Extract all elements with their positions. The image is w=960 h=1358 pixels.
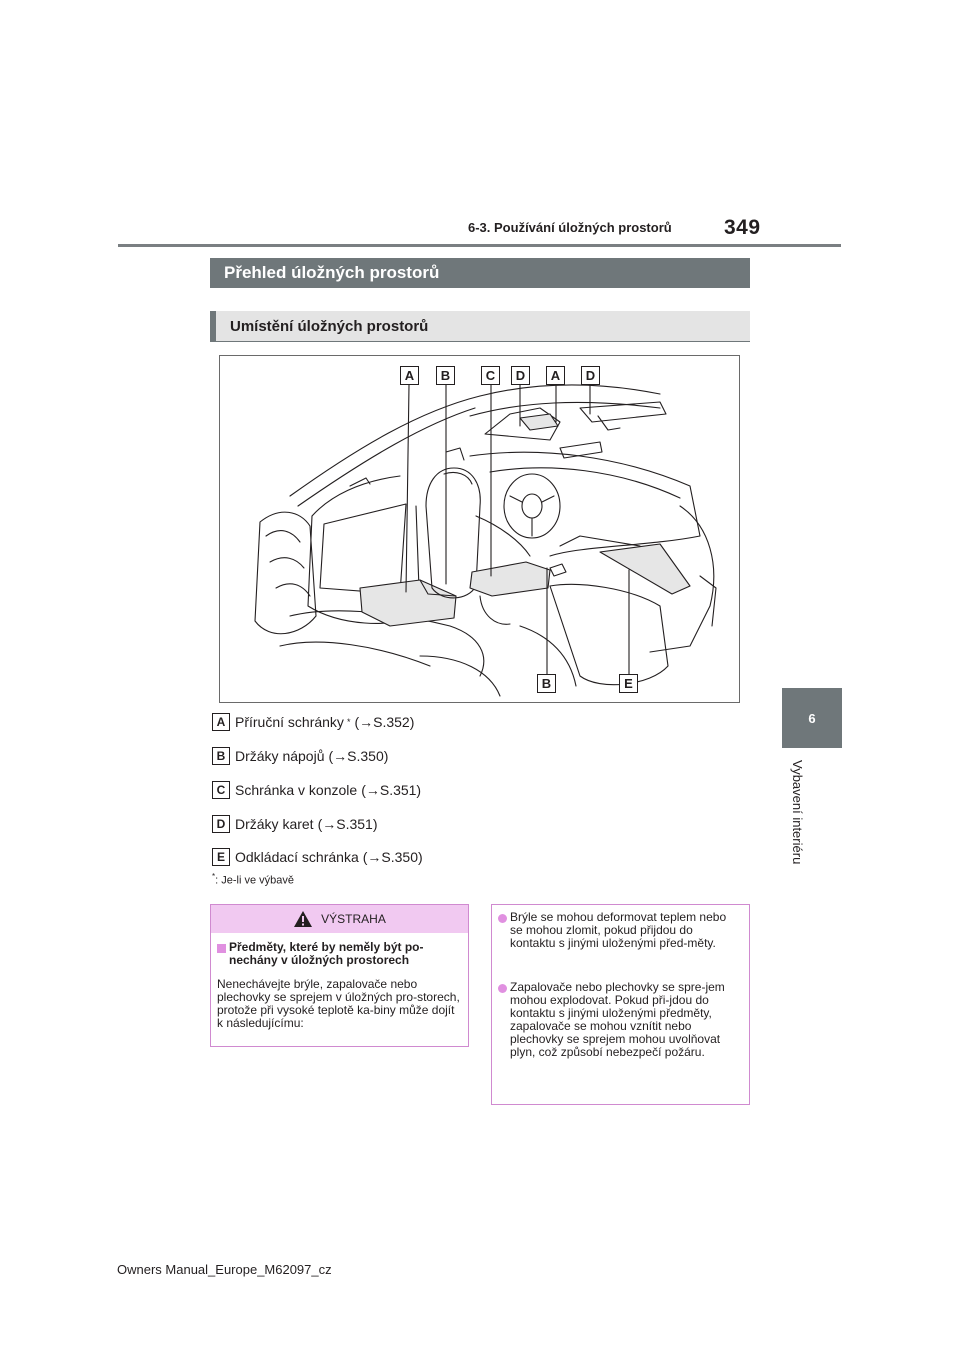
legend-item-d [212,813,378,835]
page-number: 349 [724,216,761,239]
callout-d-cardholder-2: D [581,366,600,385]
callout-e-tray: E [619,674,638,693]
warning-continuation-box [491,904,750,1105]
section-title: 6-3. Používání úložných prostorů [468,220,672,235]
legend-text: Odkládací schránka [235,849,359,865]
callout-d-cardholder: D [511,366,530,385]
warning-subheading: Předměty, které by neměly být po-nechány v úložných prostorech [229,940,424,967]
sub-heading [210,311,750,342]
legend-letter: B [212,747,230,765]
legend-text: Příruční schránky [235,714,344,730]
warning-triangle-icon [293,910,313,928]
warning-bullet-1: Brýle se mohou deformovat teplem nebo se mohou zlomit, pokud přijdou do kontaktu s jinými uloženými před-měty. [510,910,727,950]
footnote-star: * [212,872,216,881]
legend-ref: (→S.350) [362,849,423,865]
callout-b-cupholder: B [436,366,455,385]
legend-item-e [212,846,423,868]
legend-text: Schránka v konzole [235,782,358,798]
legend-item-c [212,779,421,801]
warning-header [211,905,468,933]
warning-title: VÝSTRAHA [321,912,386,926]
footnote [212,872,294,887]
car-interior-figure [219,355,740,703]
legend-item-a [212,711,414,733]
bullet-icon [498,984,507,993]
main-heading-text: Přehled úložných prostorů [224,263,440,282]
sub-heading-text: Umístění úložných prostorů [230,317,429,335]
footer-manual-id: Owners Manual_Europe_M62097_cz [117,1262,332,1277]
callout-c-console: C [481,366,500,385]
legend-ref: (→S.350) [328,748,389,764]
legend-text: Držáky karet [235,816,314,832]
square-bullet-icon [217,944,226,953]
legend-letter: A [212,713,230,731]
chapter-label-text: Vybavení interiéru [790,760,805,865]
legend-ref: (→S.351) [361,782,422,798]
chapter-label [790,760,812,900]
legend-ref: (→S.352) [354,714,415,730]
legend-letter: C [212,781,230,799]
bullet-icon [498,914,507,923]
legend-letter: D [212,815,230,833]
warning-body: Nenechávejte brýle, zapalovače nebo plechovky se sprejem v úložných pro-storech, protože při vysoké teplotě ka-biny může dojít k následujícímu: [217,977,460,1030]
warning-bullet-2: Zapalovače nebo plechovky se spre-jem mohou explodovat. Pokud při-jdou do kontaktu s jinými uloženými předměty, zapalovače se mohou vznítit nebo plechovky se sprejem mohou uvolňovat plyn, což způsobí nebezpečí požáru. [510,980,725,1059]
legend-ref: (→S.351) [317,816,378,832]
car-interior-illustration [220,356,739,702]
footnote-text: : Je-li ve výbavě [215,874,294,887]
callout-a-glovebox-2: A [546,366,565,385]
legend-item-b [212,745,388,767]
main-heading [210,258,750,288]
chapter-tab: 6 [782,688,842,748]
header-rule [118,244,841,247]
callout-a-glovebox: A [400,366,419,385]
legend-text: Držáky nápojů [235,748,325,764]
warning-box [210,904,469,1047]
legend-star: * [346,717,351,727]
legend-letter: E [212,848,230,866]
callout-b-cupholder-2: B [537,674,556,693]
